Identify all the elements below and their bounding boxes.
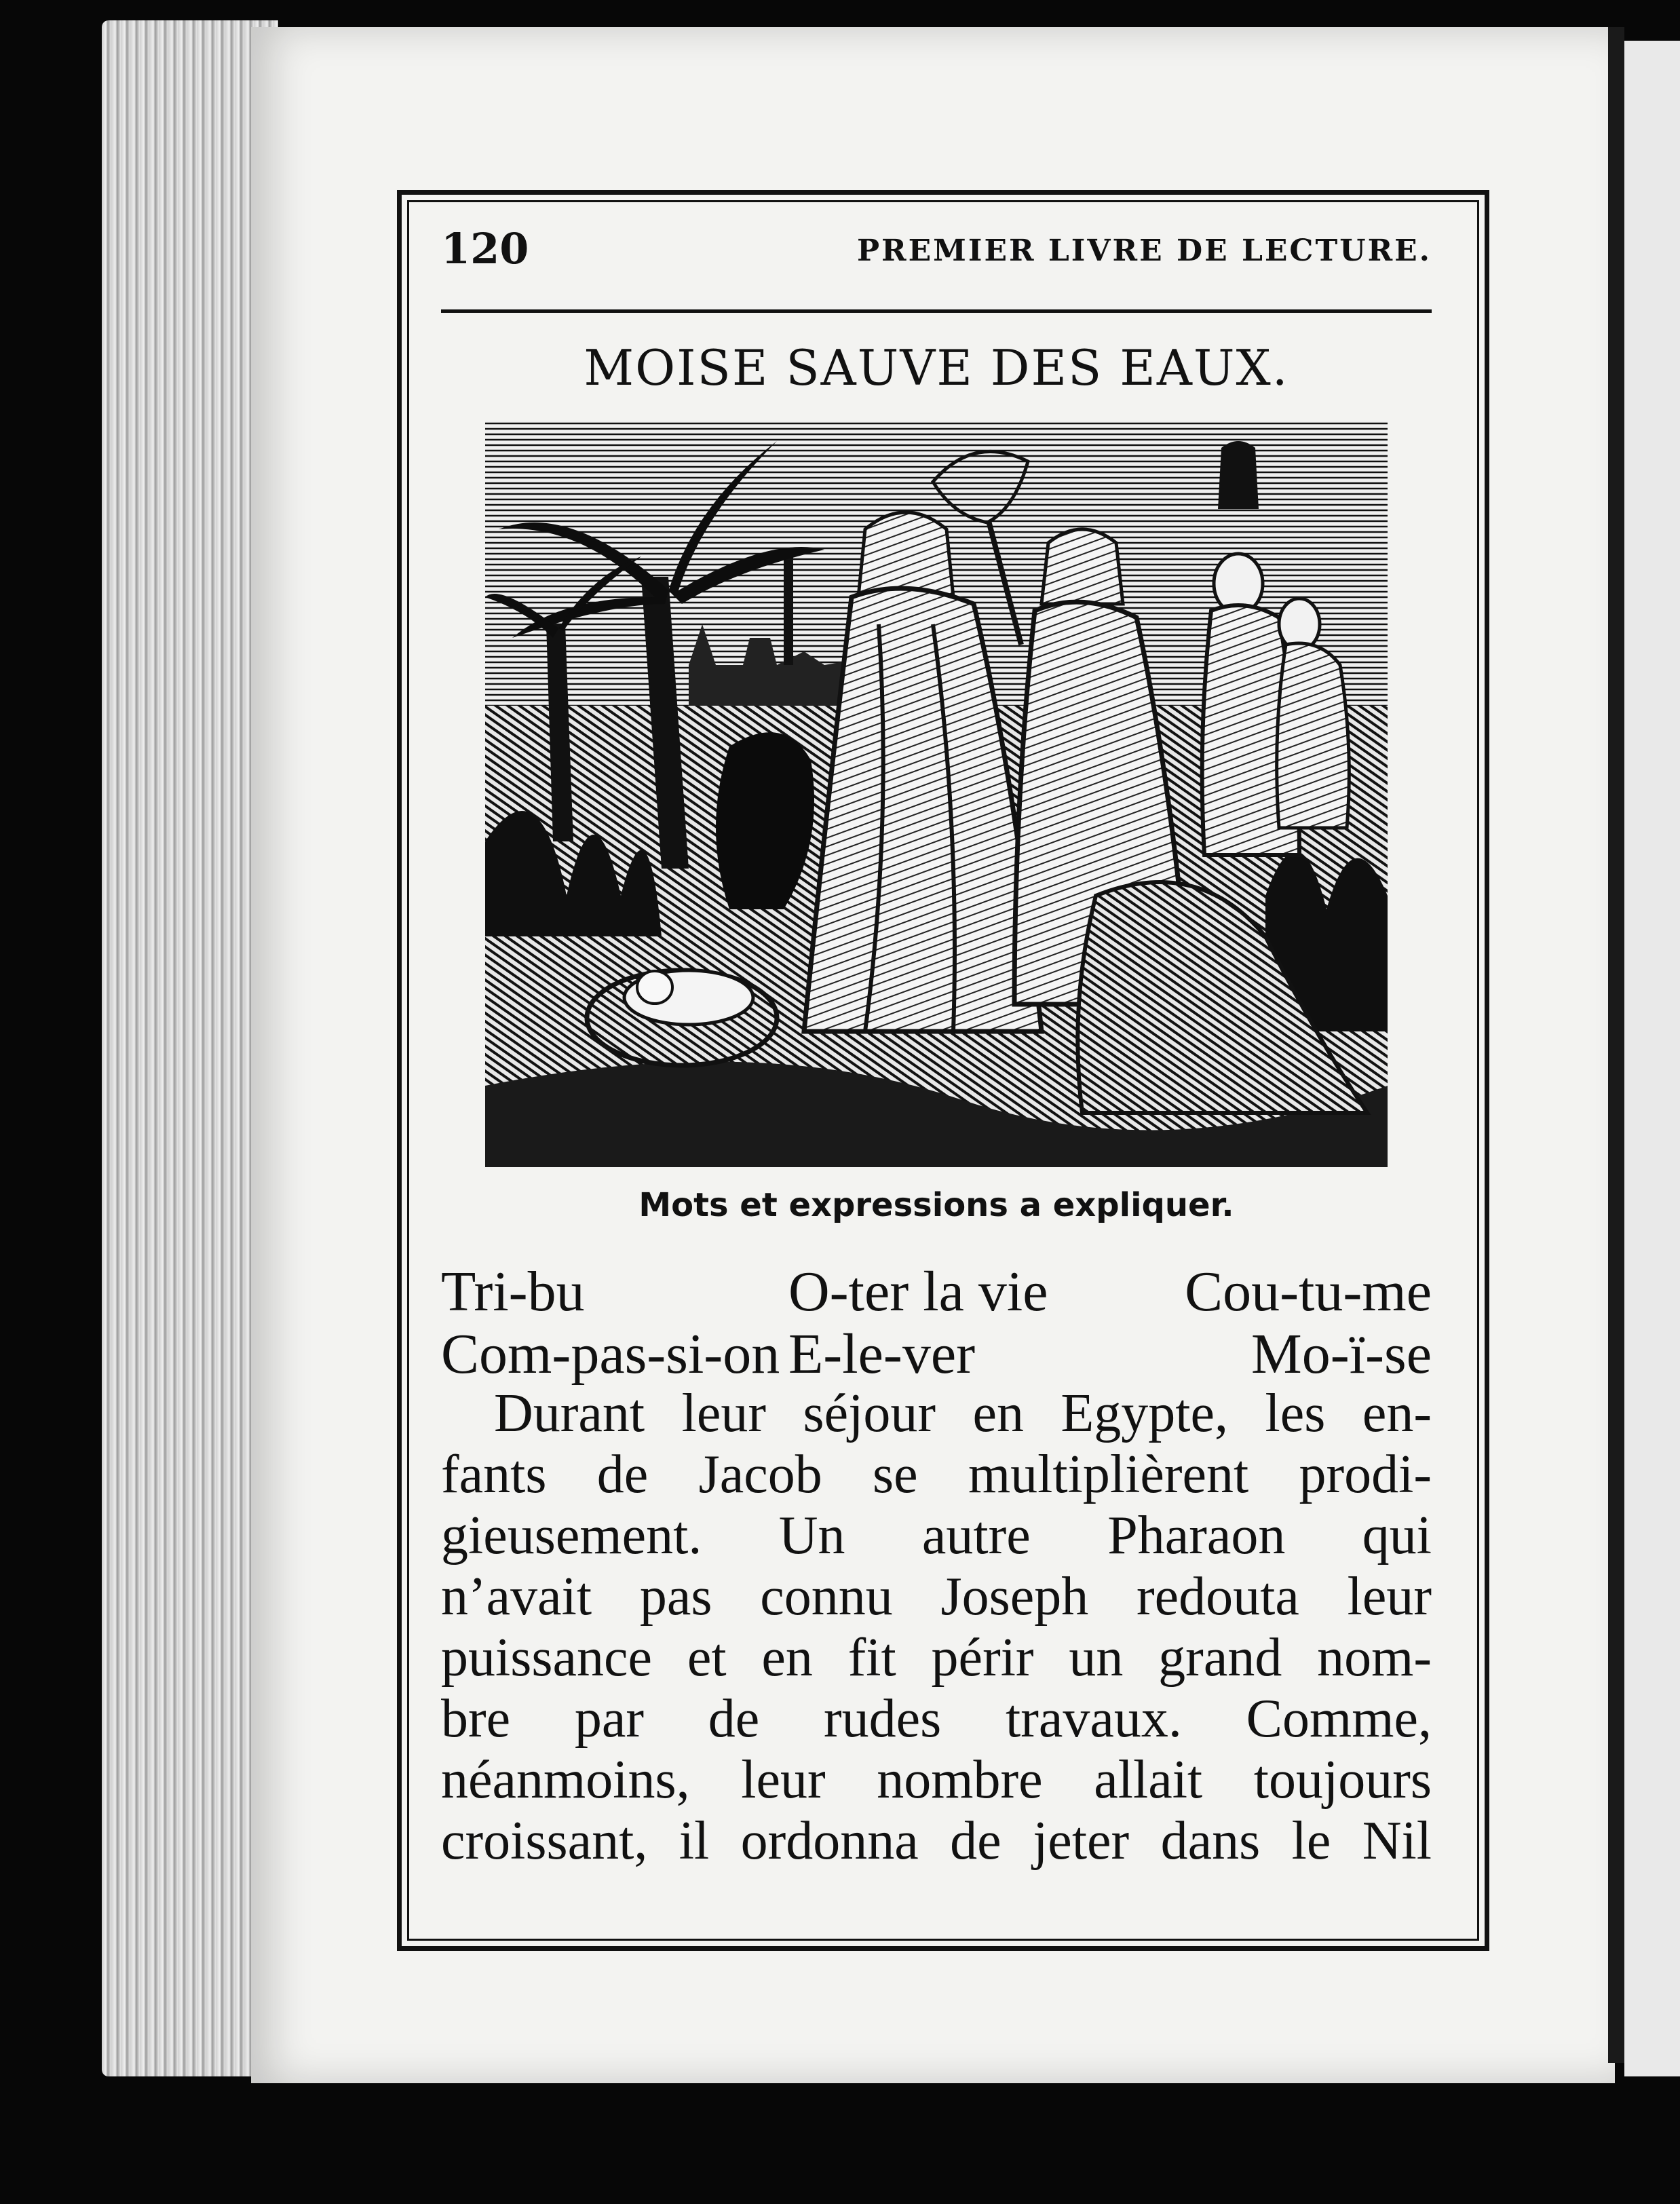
vocabulary-row [441,1323,1432,1386]
running-head [441,224,1432,278]
body-line: néanmoins, leur nombre allait toujours [441,1750,1432,1810]
body-line: bre par de rudes travaux. Comme, [441,1689,1432,1749]
vocabulary-word: Tri-bu [441,1260,585,1323]
body-line: croissant, il ordonna de jeter dans le Nil [441,1811,1432,1871]
engraving-moses-in-basket-illustration [485,421,1388,1167]
vocabulary-row [441,1261,1432,1323]
header-rule [441,309,1432,313]
body-line: Durant leur séjour en Egypte, les en- [494,1384,1432,1443]
running-title: PREMIER LIVRE DE LECTURE. [856,233,1432,268]
engraving-illustration [485,421,1388,1167]
vocabulary-word: O-ter la vie [788,1260,1048,1323]
chapter-title: MOISE SAUVE DES EAUX. [584,339,1289,396]
facing-page-edge [1624,41,1680,2076]
body-paragraph [441,1383,1432,1872]
facing-page-gutter [1608,27,1624,2063]
vocabulary-caption: Mots et expressions a expliquer. [638,1186,1234,1224]
vocabulary-word: Com-pas-si-on [441,1323,780,1386]
vocabulary-word: E-le-ver [788,1323,976,1386]
vocabulary-list [441,1261,1432,1386]
page-number: 120 [441,224,529,273]
body-line: fants de Jacob se multiplièrent prodi- [441,1445,1432,1504]
vocabulary-word: Mo-ï-se [1251,1323,1432,1386]
body-line: gieusement. Un autre Pharaon qui [441,1506,1432,1565]
body-line: puissance et en fit périr un grand nom- [441,1628,1432,1688]
vocabulary-word: Cou-tu-me [1185,1260,1432,1323]
body-line: n’avait pas connu Joseph redouta leur [441,1567,1432,1627]
